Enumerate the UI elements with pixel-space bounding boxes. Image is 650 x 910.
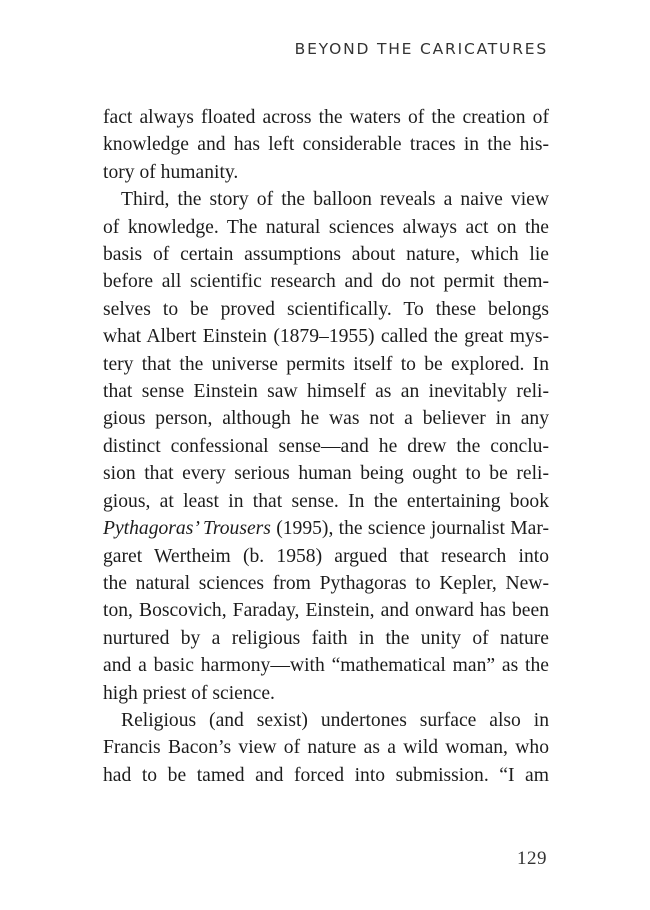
running-head: BEYOND THE CARICATURES — [294, 40, 548, 58]
text-line: ton, Boscovich, Faraday, Einstein, and onward has been — [103, 600, 549, 622]
text-line: tery that the universe permits itself to be explored. In — [103, 353, 549, 375]
body-text — [103, 104, 549, 789]
text-line: distinct confessional sense—and he drew the conclu- — [103, 435, 549, 457]
page-number: 129 — [517, 848, 547, 869]
text-line: Francis Bacon’s view of nature as a wild woman, who — [103, 737, 549, 759]
text-line: of knowledge. The natural sciences always act on the — [103, 216, 549, 238]
text-line: Third, the story of the balloon reveals a naive view — [121, 189, 549, 211]
text-line: the natural sciences from Pythagoras to Kepler, New- — [103, 572, 549, 594]
text-line: selves to be proved scientifically. To these belongs — [103, 298, 549, 320]
text-line: basis of certain assumptions about nature, which lie — [103, 244, 549, 266]
paragraph-1 — [103, 104, 549, 186]
text-line-italic-title — [103, 515, 549, 542]
text-line: and a basic harmony—with “mathematical man” as the — [103, 655, 549, 677]
text-line: what Albert Einstein (1879–1955) called the great mys- — [103, 326, 549, 348]
text-line: high priest of science. — [103, 682, 275, 704]
text-line: Religious (and sexist) undertones surface also in — [121, 709, 549, 731]
text-line-rest: (1995), the science journalist Mar- — [270, 518, 549, 540]
text-line: fact always floated across the waters of the creation of — [103, 107, 549, 128]
text-line: knowledge and has left considerable traces in the his- — [103, 134, 549, 156]
paragraph-3 — [103, 707, 549, 789]
text-line: sion that every serious human being ought to be reli- — [103, 463, 549, 485]
text-line: garet Wertheim (b. 1958) argued that research into — [103, 545, 549, 567]
text-line: gious person, although he was not a believer in any — [103, 408, 549, 430]
text-line: tory of humanity. — [103, 161, 239, 183]
book-title: Pythagoras’ Trousers — [103, 518, 271, 540]
text-line: before all scientific research and do not permit them- — [103, 271, 549, 293]
paragraph-2 — [103, 186, 549, 707]
text-line: had to be tamed and forced into submission. “I am — [103, 764, 549, 786]
text-line: gious, at least in that sense. In the entertaining book — [103, 490, 549, 512]
text-line: that sense Einstein saw himself as an inevitably reli- — [103, 381, 549, 403]
text-line: nurtured by a religious faith in the unity of nature — [103, 627, 549, 649]
